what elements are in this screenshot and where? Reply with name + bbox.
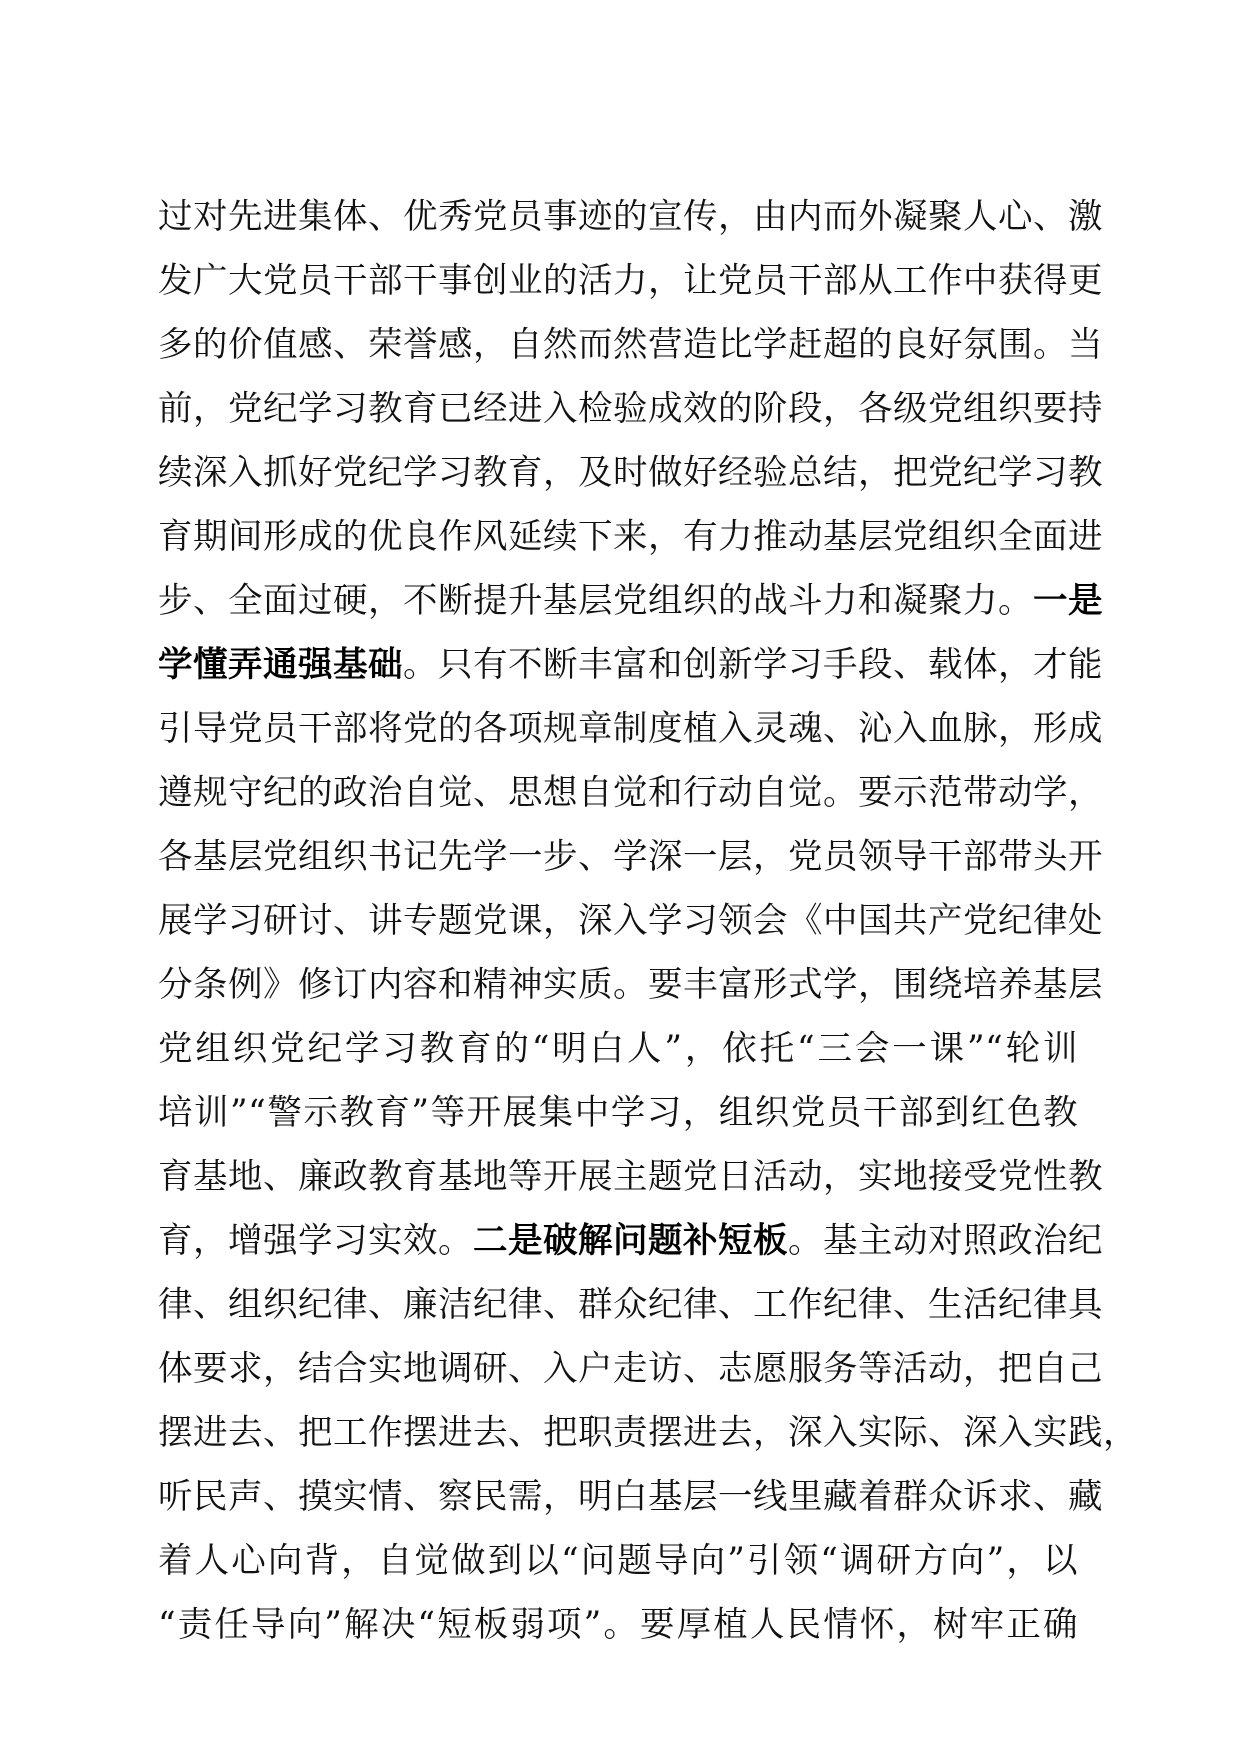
text-line: 过对先进集体、优秀党员事迹的宣传，由内而外凝聚人心、激: [158, 197, 1103, 237]
text-line: 党组织党纪学习教育的“明白人”，依托“三会一课”“轮训: [158, 1029, 1078, 1069]
text-line: 多的价值感、荣誉感，自然而然营造比学赶超的良好氛围。当: [158, 325, 1103, 365]
text-line: 培训”“警示教育”等开展集中学习，组织党员干部到红色教: [158, 1093, 1078, 1133]
text-line: 摆进去、把工作摆进去、把职责摆进去，深入实际、深入实践，: [158, 1413, 1138, 1453]
text-line: 分条例》修订内容和精神实质。要丰富形式学，围绕培养基层: [158, 965, 1103, 1005]
heading-one-title: 学懂弄通强基础: [158, 645, 403, 685]
heading-one-prefix: 一是: [1033, 581, 1103, 621]
text-line: 体要求，结合实地调研、入户走访、志愿服务等活动，把自己: [158, 1349, 1103, 1389]
heading-two: 二是破解问题补短板: [473, 1221, 788, 1261]
text-line: 引导党员干部将党的各项规章制度植入灵魂、沁入血脉，形成: [158, 709, 1103, 749]
text-line: “责任导向”解决“短板弱项”。要厚植人民情怀，树牢正确: [158, 1605, 1078, 1645]
body-paragraph: [158, 185, 1138, 1657]
text-line: 续深入抓好党纪学习教育，及时做好经验总结，把党纪学习教: [158, 453, 1103, 493]
text-line: 发广大党员干部干事创业的活力，让党员干部从工作中获得更: [158, 261, 1103, 301]
text-line: 学懂弄通强基础。只有不断丰富和创新学习手段、载体，才能: [158, 645, 1103, 685]
text-line: 各基层党组织书记先学一步、学深一层，党员领导干部带头开: [158, 837, 1103, 877]
text-line: 育期间形成的优良作风延续下来，有力推动基层党组织全面进: [158, 517, 1103, 557]
text-line: 育基地、廉政教育基地等开展主题党日活动，实地接受党性教: [158, 1157, 1103, 1197]
text-line: 听民声、摸实情、察民需，明白基层一线里藏着群众诉求、藏: [158, 1477, 1103, 1517]
text-line: 步、全面过硬，不断提升基层党组织的战斗力和凝聚力。一是: [158, 581, 1103, 621]
text-line: 前，党纪学习教育已经进入检验成效的阶段，各级党组织要持: [158, 389, 1103, 429]
text-line: 展学习研讨、讲专题党课，深入学习领会《中国共产党纪律处: [158, 901, 1103, 941]
text-line: 遵规守纪的政治自觉、思想自觉和行动自觉。要示范带动学，: [158, 773, 1103, 813]
text-line: 着人心向背，自觉做到以“问题导向”引领“调研方向”，以: [158, 1541, 1078, 1581]
text-line: 育，增强学习实效。二是破解问题补短板。基主动对照政治纪: [158, 1221, 1103, 1261]
text-line: 律、组织纪律、廉洁纪律、群众纪律、工作纪律、生活纪律具: [158, 1285, 1103, 1325]
